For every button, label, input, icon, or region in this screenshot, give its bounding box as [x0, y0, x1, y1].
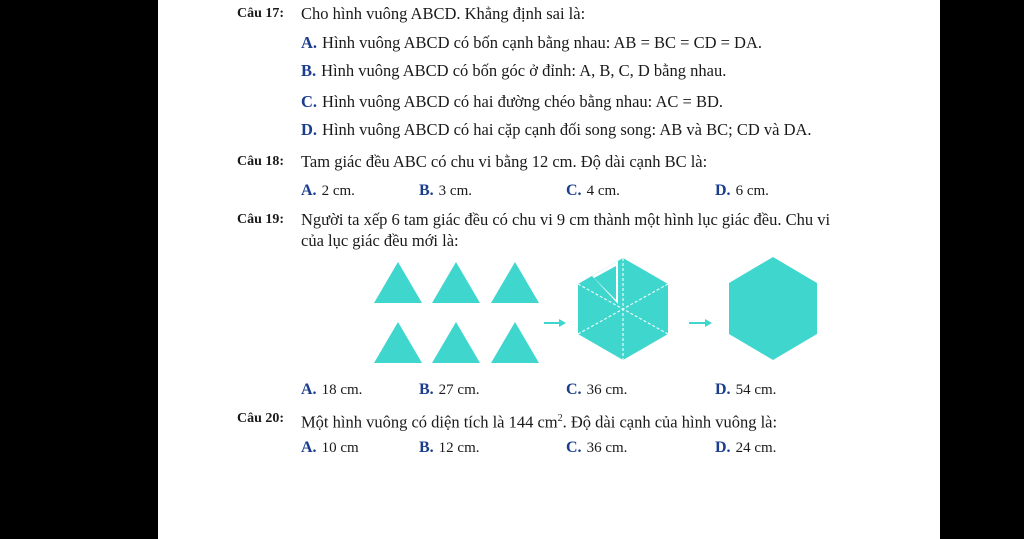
option-letter: B.: [419, 381, 434, 398]
q18-option-d-text: 6 cm.: [735, 183, 769, 199]
q20-label: Câu 20:: [237, 411, 285, 426]
q19-option-b: [419, 380, 480, 400]
option-letter: C.: [566, 439, 582, 456]
q18-option-a-text: 2 cm.: [321, 183, 355, 199]
option-letter: D.: [715, 381, 731, 398]
option-letter: B.: [419, 439, 434, 456]
q17-option-c-text: Hình vuông ABCD có hai đường chéo bằng nhau: AC = BD.: [322, 92, 723, 111]
triangle: [491, 322, 539, 363]
option-letter: A.: [301, 33, 318, 52]
q20-option-b: [419, 438, 480, 458]
final-hexagon: [729, 257, 817, 360]
q20-option-a: [301, 438, 359, 458]
q20-stem-end: . Độ dài cạnh của hình vuông là:: [562, 412, 778, 432]
triangle: [491, 262, 539, 303]
triangle-group: [374, 262, 539, 363]
q19-option-c-text: 36 cm.: [586, 382, 628, 398]
triangle: [374, 262, 422, 303]
option-letter: C.: [566, 381, 582, 398]
q20-option-c-text: 36 cm.: [586, 440, 628, 456]
q18-stem: Tam giác đều ABC có chu vi bằng 12 cm. Độ dài cạnh BC là:: [301, 152, 708, 171]
arrow-2: [689, 319, 712, 327]
option-letter: D.: [715, 182, 731, 199]
q18-option-c-text: 4 cm.: [586, 183, 620, 199]
q20-option-d-text: 24 cm.: [735, 440, 777, 456]
q17-option-d-text: Hình vuông ABCD có hai cặp cạnh đối song song: AB và BC; CD và DA.: [322, 120, 812, 139]
option-letter: C.: [566, 182, 582, 199]
q19-option-a: [301, 380, 362, 400]
triangle: [432, 322, 480, 363]
option-letter: A.: [301, 381, 317, 398]
option-letter: B.: [419, 182, 434, 199]
q17-option-b-text: Hình vuông ABCD có bốn góc ở đỉnh: A, B, C, D bằng nhau.: [321, 61, 727, 80]
q17-option-a-text: Hình vuông ABCD có bốn cạnh bằng nhau: AB = BC = CD = DA.: [322, 33, 762, 52]
q19-option-c: [566, 380, 627, 400]
q20-stem-start: Một hình vuông có diện tích là 144 cm: [301, 412, 558, 432]
assembled-hexagon: [578, 258, 668, 360]
option-letter: C.: [301, 92, 318, 111]
q19-option-b-text: 27 cm.: [438, 382, 480, 398]
q20-stem: [301, 409, 777, 433]
q20-option-a-text: 10 cm: [321, 440, 359, 456]
q20-stem-exponent: 2: [557, 413, 563, 424]
q20-option-c: [566, 438, 627, 458]
q20-option-d: [715, 438, 776, 458]
option-letter: A.: [301, 182, 317, 199]
option-letter: D.: [715, 439, 731, 456]
triangle: [432, 262, 480, 303]
q18-label: Câu 18:: [237, 154, 285, 169]
q19-label: Câu 19:: [237, 212, 285, 227]
q19-option-d: [715, 380, 776, 400]
q19-option-d-text: 54 cm.: [735, 382, 777, 398]
arrow-1: [544, 319, 566, 327]
q17-label: Câu 17:: [237, 6, 285, 21]
option-letter: A.: [301, 439, 317, 456]
q18-option-b-text: 3 cm.: [438, 183, 472, 199]
q19-option-a-text: 18 cm.: [321, 382, 363, 398]
option-letter: D.: [301, 120, 318, 139]
q20-option-b-text: 12 cm.: [438, 440, 480, 456]
triangle: [374, 322, 422, 363]
q19-stem-line2: của lục giác đều mới là:: [301, 231, 459, 250]
option-letter: B.: [301, 61, 317, 80]
q17-stem: Cho hình vuông ABCD. Khẳng định sai là:: [301, 4, 586, 23]
q19-stem-line1: Người ta xếp 6 tam giác đều có chu vi 9 cm thành một hình lục giác đều. Chu vi: [301, 210, 831, 229]
